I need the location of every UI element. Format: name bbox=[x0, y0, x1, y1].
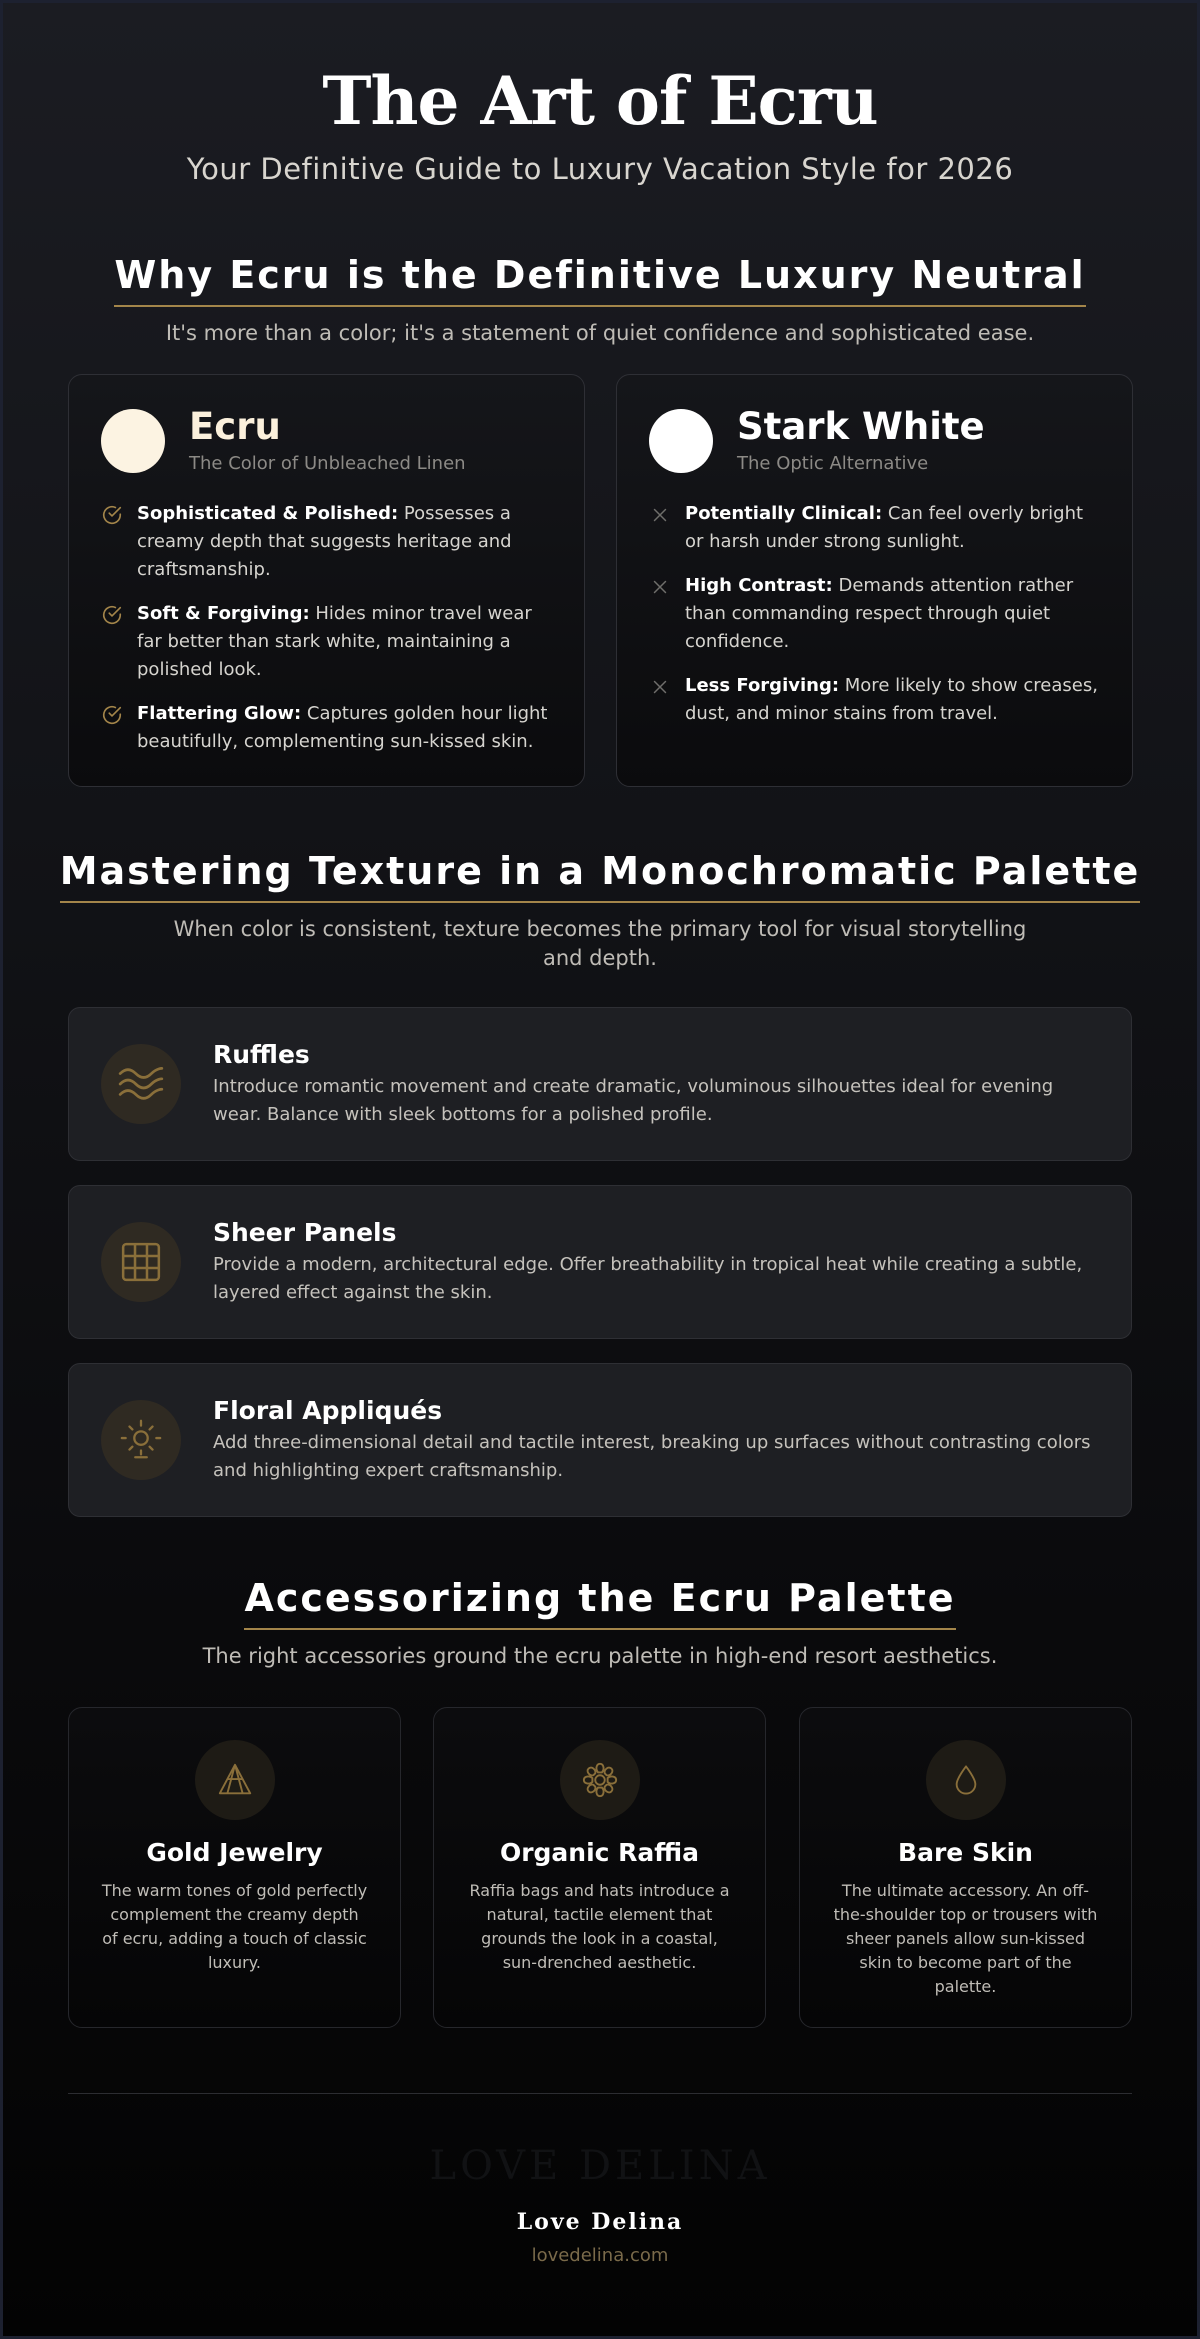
accessory-title: Organic Raffia bbox=[499, 1838, 700, 1867]
texture-section-subtitle: When color is consistent, texture becomes the primary tool for visual storytelling and depth. bbox=[173, 917, 1027, 970]
accessory-title: Bare Skin bbox=[898, 1838, 1033, 1867]
ecru-point-text: Hides minor travel wear far better than stark white, maintaining a polished look. bbox=[137, 603, 532, 680]
why-section-header bbox=[0, 253, 1200, 348]
texture-title: Ruffles bbox=[213, 1039, 310, 1069]
stark-white-card-header bbox=[649, 407, 1100, 474]
texture-icon-badge bbox=[101, 1044, 181, 1124]
texture-icon-badge bbox=[101, 1222, 181, 1302]
stark-white-tagline: The Optic Alternative bbox=[737, 453, 929, 474]
texture-section-title: Mastering Texture in a Monochromatic Palette bbox=[60, 849, 1141, 903]
stark-white-point-label: High Contrast: bbox=[685, 575, 833, 596]
check-circle-icon bbox=[101, 504, 123, 526]
x-icon bbox=[649, 676, 671, 698]
gem-icon bbox=[216, 1761, 254, 1799]
footer-divider bbox=[68, 2093, 1132, 2094]
ecru-point-label: Soft & Forgiving: bbox=[137, 603, 310, 624]
ecru-title: Ecru bbox=[189, 405, 281, 448]
ecru-card bbox=[68, 374, 585, 787]
ecru-point-label: Flattering Glow: bbox=[137, 703, 302, 724]
accessory-card-gold-jewelry bbox=[68, 1707, 401, 2028]
texture-title: Sheer Panels bbox=[213, 1217, 397, 1247]
accessory-section-header bbox=[0, 1576, 1200, 1671]
accessory-title: Gold Jewelry bbox=[146, 1838, 323, 1867]
texture-card-ruffles bbox=[68, 1007, 1132, 1161]
ecru-point-text: Captures golden hour light beautifully, complementing sun-kissed skin. bbox=[137, 703, 548, 752]
ecru-point bbox=[101, 700, 552, 756]
page-subtitle: Your Definitive Guide to Luxury Vacation Style for 2026 bbox=[186, 152, 1014, 186]
footer-site-link[interactable]: lovedelina.com bbox=[531, 2245, 669, 2266]
stark-white-point-text: Demands attention rather than commanding respect through quiet confidence. bbox=[685, 575, 1074, 652]
ecru-point-text: Possesses a creamy depth that suggests heritage and craftsmanship. bbox=[137, 503, 512, 580]
texture-icon-badge bbox=[101, 1400, 181, 1480]
ecru-card-header bbox=[101, 407, 552, 474]
page-title: The Art of Ecru bbox=[322, 62, 878, 140]
ecru-point bbox=[101, 500, 552, 584]
stark-white-point-text: Can feel overly bright or harsh under strong sunlight. bbox=[685, 503, 1084, 552]
check-circle-icon bbox=[101, 604, 123, 626]
stark-white-swatch bbox=[649, 409, 713, 473]
texture-card-floral-appliques bbox=[68, 1363, 1132, 1517]
stark-white-point bbox=[649, 572, 1100, 656]
ecru-tagline: The Color of Unbleached Linen bbox=[189, 453, 466, 474]
texture-section-header bbox=[0, 849, 1200, 973]
texture-desc: Provide a modern, architectural edge. Offer breathability in tropical heat while creating a subtle, layered effect against the skin. bbox=[213, 1253, 1083, 1303]
why-section-title: Why Ecru is the Definitive Luxury Neutral bbox=[114, 253, 1085, 307]
waves-icon bbox=[116, 1059, 166, 1109]
stark-white-point bbox=[649, 672, 1100, 728]
accessory-desc: Raffia bags and hats introduce a natural, tactile element that grounds the look in a coastal, sun-drenched aesthetic. bbox=[469, 1881, 730, 1972]
texture-desc: Add three-dimensional detail and tactile interest, breaking up surfaces without contrasting colors and highlighting expert craftsmanship. bbox=[213, 1431, 1091, 1481]
ecru-swatch bbox=[101, 409, 165, 473]
accessory-section-title: Accessorizing the Ecru Palette bbox=[244, 1576, 955, 1630]
sun-icon bbox=[118, 1417, 164, 1463]
grid-icon bbox=[120, 1241, 162, 1283]
accessory-desc: The ultimate accessory. An off-the-shoulder top or trousers with sheer panels allow sun-kissed skin to become part of the palette. bbox=[833, 1881, 1098, 1996]
ecru-point-label: Sophisticated & Polished: bbox=[137, 503, 399, 524]
texture-card-sheer-panels bbox=[68, 1185, 1132, 1339]
accessory-desc: The warm tones of gold perfectly complement the creamy depth of ecru, adding a touch of classic luxury. bbox=[101, 1881, 368, 1972]
ecru-point bbox=[101, 600, 552, 684]
check-circle-icon bbox=[101, 704, 123, 726]
texture-title: Floral Appliqués bbox=[213, 1395, 443, 1425]
stark-white-title: Stark White bbox=[737, 405, 985, 448]
stark-white-point-label: Less Forgiving: bbox=[685, 675, 840, 696]
stark-white-point-label: Potentially Clinical: bbox=[685, 503, 883, 524]
droplet-icon bbox=[949, 1763, 983, 1797]
stark-white-point bbox=[649, 500, 1100, 556]
why-section-subtitle: It's more than a color; it's a statement of quiet confidence and sophisticated ease. bbox=[165, 321, 1035, 345]
footer-watermark-logo: LOVE DELINA bbox=[429, 2143, 771, 2189]
accessory-icon-badge bbox=[560, 1740, 640, 1820]
accessory-icon-badge bbox=[195, 1740, 275, 1820]
accessory-section-subtitle: The right accessories ground the ecru palette in high-end resort aesthetics. bbox=[202, 1644, 998, 1668]
x-icon bbox=[649, 504, 671, 526]
flower-icon bbox=[581, 1761, 619, 1799]
stark-white-point-text: More likely to show creases, dust, and minor stains from travel. bbox=[685, 675, 1098, 724]
stark-white-card bbox=[616, 374, 1133, 787]
footer-brand: Love Delina bbox=[516, 2209, 684, 2235]
accessory-icon-badge bbox=[926, 1740, 1006, 1820]
x-icon bbox=[649, 576, 671, 598]
accessory-card-organic-raffia bbox=[433, 1707, 766, 2028]
accessory-card-bare-skin bbox=[799, 1707, 1132, 2028]
texture-desc: Introduce romantic movement and create dramatic, voluminous silhouettes ideal for evening wear. Balance with sleek bottoms for a polished profile. bbox=[213, 1075, 1054, 1125]
